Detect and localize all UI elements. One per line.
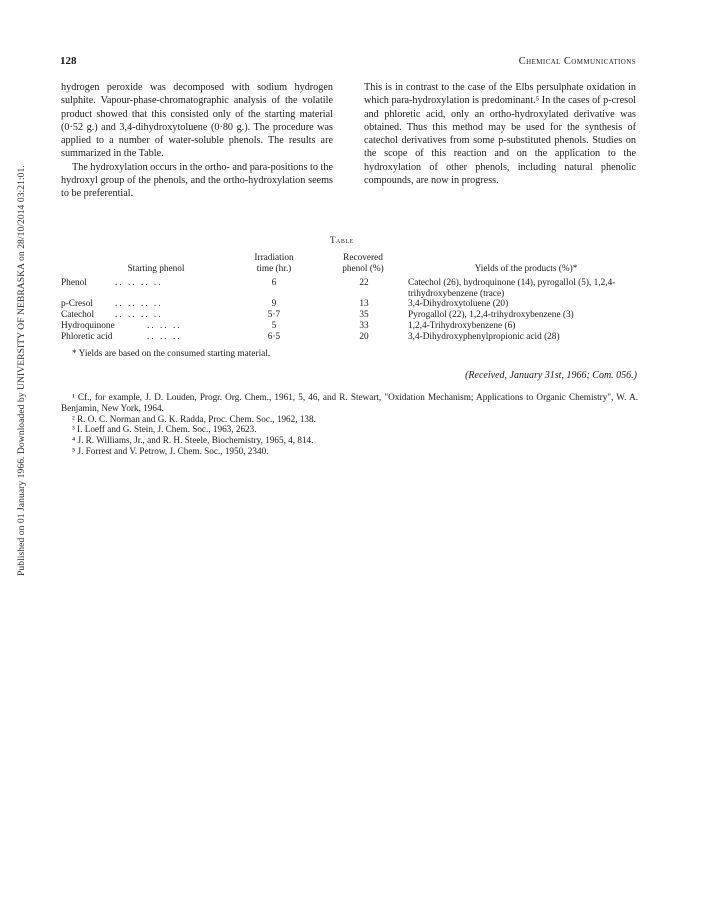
leader-dots: .. .. .. .. <box>115 278 163 288</box>
product-yields: Catechol (26), hydroquinone (14), pyrogallol (5), 1,2,4-trihydroxybenzene (trace) <box>408 278 616 299</box>
phenol-name: Catechol <box>61 310 95 320</box>
table-title: Table <box>330 235 354 245</box>
recovered-phenol: 33 <box>359 321 369 331</box>
leader-dots: .. .. .. <box>147 332 182 342</box>
recovered-phenol: 13 <box>359 299 369 309</box>
reference-1: ¹ Cf., for example, J. D. Louden, Progr. Org. Chem., 1961, 5, 46, and R. Stewart, "Oxidation Mechanism; Applications to Organic Chemistry", W. A. Benjamin, New York, 1964. <box>61 392 638 413</box>
phenol-name: Phenol <box>61 278 87 288</box>
reference-3: ³ I. Loeff and G. Stein, J. Chem. Soc., 1963, 2623. <box>72 424 257 435</box>
irradiation-time: 5 <box>271 321 277 331</box>
header-irradiation-line1: Irradiation <box>254 253 294 263</box>
irradiation-time: 6·5 <box>267 332 281 342</box>
right-column <box>364 81 636 187</box>
product-yields: Pyrogallol (22), 1,2,4-trihydroxybenzene (3) <box>408 310 574 320</box>
download-watermark <box>2 90 27 590</box>
header-recovered-line1: Recovered <box>343 253 383 263</box>
recovered-phenol: 22 <box>359 278 369 288</box>
table-footnote: * Yields are based on the consumed starting material. <box>72 349 271 359</box>
left-column <box>61 81 333 201</box>
phenol-name: Hydroquinone <box>61 321 115 331</box>
received-date: (Received, January 31st, 1966; Com. 056.) <box>465 370 637 381</box>
page-number: 128 <box>60 55 77 67</box>
watermark-text: Published on 01 January 1966. Downloaded by UNIVERSITY OF NEBRASKA on 28/10/2014 03:21:01. <box>16 165 27 576</box>
header-starting-phenol: Starting phenol <box>127 264 185 274</box>
irradiation-time: 9 <box>271 299 277 309</box>
leader-dots: .. .. .. .. <box>115 299 163 309</box>
journal-name: Chemical Communications <box>518 56 636 67</box>
product-yields: 3,4-Dihydroxyphenylpropionic acid (28) <box>408 332 560 342</box>
header-recovered-line2: phenol (%) <box>342 264 384 274</box>
irradiation-time: 6 <box>271 278 277 288</box>
reference-2: ² R. O. C. Norman and G. K. Radda, Proc. Chem. Soc., 1962, 138. <box>72 413 316 424</box>
right-paragraph-1: This is in contrast to the case of the Elbs persulphate oxidation in which para-hydroxylation is predominant.⁵ In the cases of p-cresol and phloretic acid, only an ortho-hydroxylated derivative was obtained. Thus this method may be used for the synthesis of catechol derivatives from some p-substituted phenols. Studies on the scope of this reaction and on the application to the hydroxylation of other phenols, including natural phenolic compounds, are now in progress. <box>364 82 636 187</box>
left-paragraph-2: The hydroxylation occurs in the ortho- and para-positions to the hydroxyl group of the phenols, and the ortho-hydroxylation seems to be preferential. <box>61 161 333 200</box>
recovered-phenol: 20 <box>359 332 369 342</box>
product-yields: 3,4-Dihydroxytoluene (20) <box>408 299 509 309</box>
references <box>61 392 638 457</box>
reference-5: ⁵ J. Forrest and V. Petrow, J. Chem. Soc., 1950, 2340. <box>72 445 269 456</box>
product-yields: 1,2,4-Trihydroxybenzene (6) <box>408 321 516 331</box>
left-paragraph-1: hydrogen peroxide was decomposed with sodium hydrogen sulphite. Vapour-phase-chromatographic analysis of the volatile product showed that this consisted only of the starting material (0·52 g.) and 3,4-dihydroxytoluene (0·80 g.). The procedure was applied to a number of water-soluble phenols. The results are summarized in the Table. <box>61 82 333 160</box>
leader-dots: .. .. .. <box>147 321 182 331</box>
irradiation-time: 5·7 <box>267 310 281 320</box>
header-yields: Yields of the products (%)* <box>474 264 578 274</box>
phenol-name: Phloretic acid <box>61 332 113 342</box>
leader-dots: .. .. .. .. <box>115 310 163 320</box>
reference-4: ⁴ J. R. Williams, Jr., and R. H. Steele, Biochemistry, 1965, 4, 814. <box>72 435 314 446</box>
header-irradiation-line2: time (hr.) <box>256 264 292 274</box>
recovered-phenol: 35 <box>359 310 369 320</box>
phenol-name: p-Cresol <box>61 299 94 309</box>
